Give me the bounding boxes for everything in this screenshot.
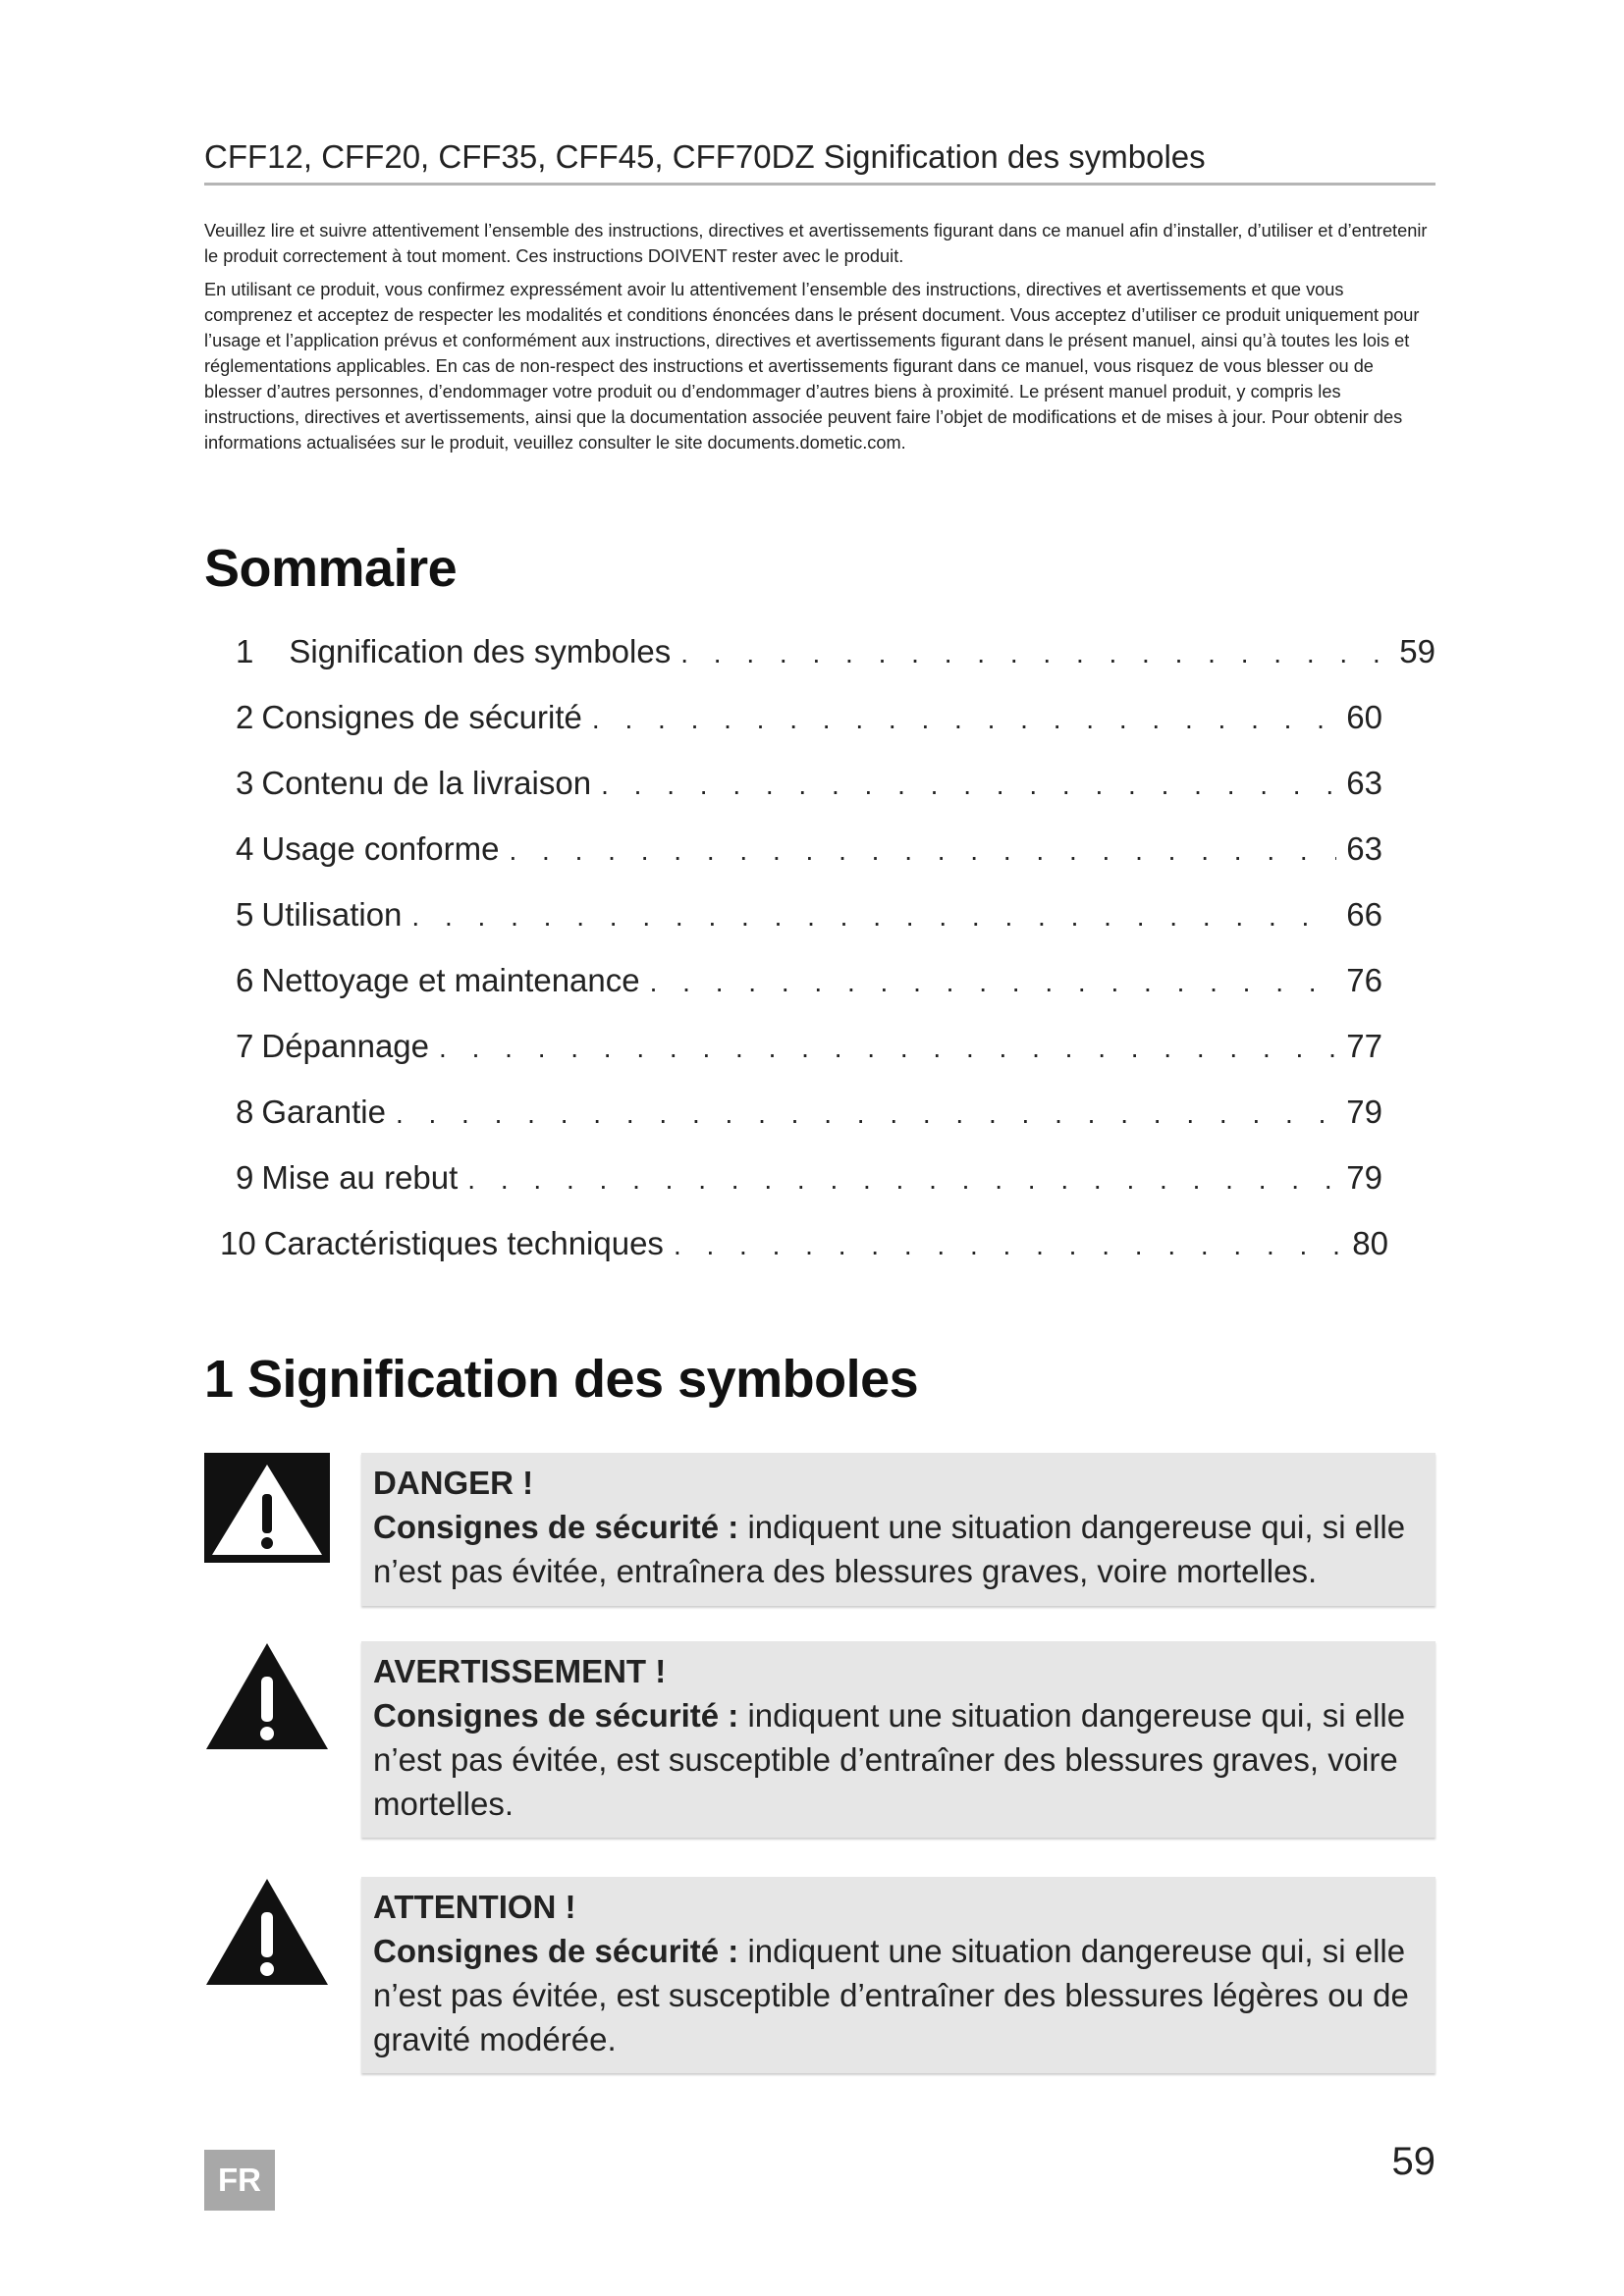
toc-entry[interactable] [236, 896, 1382, 935]
toc-entry-page: 66 [1346, 896, 1382, 933]
notice-text: indiquent une situation dangereuse qui, si elle n’est pas évitée, est susceptible d’entraîner des blessures légères ou de gravité modérée. [373, 1933, 1409, 2057]
toc-entry-page: 79 [1346, 1094, 1382, 1130]
signal-word: ATTENTION ! [373, 1889, 576, 1925]
toc-entry-number: 8 [236, 1094, 254, 1130]
toc-leader [396, 1098, 1336, 1130]
toc-leader [680, 638, 1389, 669]
danger-notice [204, 1453, 1435, 1606]
toc-entry-number: 1 [236, 633, 254, 669]
toc-entry-title: Usage conforme [261, 830, 500, 867]
notice-lead: Consignes de sécurité : [373, 1933, 748, 1969]
toc-entry[interactable] [236, 765, 1382, 804]
toc-entry-title: Consignes de sécurité [261, 699, 582, 735]
toc-entry-title: Contenu de la livraison [261, 765, 592, 801]
toc-entry-title: Dépannage [261, 1028, 430, 1064]
intro-paragraph-2: En utilisant ce produit, vous confirmez expressément avoir lu attentivement l’ensemble des instructions, directives et avertissements et que vous comprenez et acceptez de respecter les modalités et conditions énoncées dans le présent document. Vous acceptez d’utiliser ce produit uniquement pour l’usage et l’application prévus et conformément aux instructions, directives et avertissements figurant dans le présent manuel, ainsi qu’à toutes les lois et réglementations applicables. En cas de non-respect des instructions et avertissements figurant dans ce manuel, vous risquez de vous blesser ou de blesser d’autres personnes, d’endommager votre produit ou d’endommager d’autres biens à proximité. Le présent manuel produit, y compris les instructions, directives et avertissements, ainsi que la documentation associée peuvent faire l’objet de modifications et de mises à jour. Pour obtenir des informations actualisées sur le produit, veuillez consulter le site documents.dometic.com. [204, 280, 1420, 453]
toc-entry-number: 3 [236, 765, 254, 801]
toc-entry[interactable] [236, 962, 1382, 1001]
toc-entry-page: 63 [1346, 765, 1382, 801]
notice-lead: Consignes de sécurité : [373, 1697, 748, 1734]
page-number: 59 [1391, 2140, 1435, 2183]
toc-entry-page: 63 [1346, 830, 1382, 867]
warning-triangle-icon [204, 1877, 330, 1989]
toc-entry-page: 77 [1346, 1028, 1382, 1064]
signal-word: AVERTISSEMENT ! [373, 1653, 667, 1689]
toc-leader [509, 835, 1336, 867]
warning-triangle-boxed-icon [204, 1453, 330, 1565]
toc-entry-title: Utilisation [261, 896, 403, 933]
toc-leader [674, 1230, 1342, 1261]
toc-entry[interactable] [236, 699, 1382, 738]
toc-leader [601, 770, 1336, 801]
toc-entry-page: 80 [1352, 1225, 1388, 1261]
notice-panel [361, 1641, 1435, 1838]
toc-entry-title: Caractéristiques techniques [263, 1225, 664, 1261]
warning-notice [204, 1641, 1435, 1838]
language-badge: FR [204, 2150, 275, 2211]
toc-entry[interactable] [236, 1094, 1382, 1133]
notice-text: indiquent une situation dangereuse qui, si elle n’est pas évitée, est susceptible d’entraîner des blessures graves, voire mortelles. [373, 1697, 1406, 1822]
toc-leader [439, 1033, 1336, 1064]
warning-triangle-icon [204, 1641, 330, 1753]
toc-entry-number: 2 [236, 699, 254, 735]
toc-entry-title: Nettoyage et maintenance [261, 962, 640, 998]
toc-entry-number: 10 [220, 1225, 256, 1261]
toc-leader [650, 967, 1337, 998]
toc-entry-title: Garantie [261, 1094, 386, 1130]
toc-heading: Sommaire [204, 539, 458, 598]
notice-panel [361, 1453, 1435, 1606]
toc-entry-number: 5 [236, 896, 254, 933]
toc-leader [592, 704, 1336, 735]
notice-panel [361, 1877, 1435, 2073]
running-header: CFF12, CFF20, CFF35, CFF45, CFF70DZ Signification des symboles [204, 135, 1435, 186]
toc-entry-page: 59 [1399, 633, 1435, 669]
toc-entry-number: 6 [236, 962, 254, 998]
signal-word: DANGER ! [373, 1465, 534, 1501]
toc-entry-page: 60 [1346, 699, 1382, 735]
toc-entry[interactable] [220, 1225, 1388, 1264]
toc-entry-number: 9 [236, 1159, 254, 1196]
notice-lead: Consignes de sécurité : [373, 1509, 748, 1545]
toc-entry-number: 4 [236, 830, 254, 867]
toc-entry[interactable] [236, 830, 1382, 870]
intro-paragraph-1: Veuillez lire et suivre attentivement l’ensemble des instructions, directives et avertissements figurant dans ce manuel afin d’installer, d’utiliser et d’entretenir le produit correctement à tout moment. Ces instructions DOIVENT rester avec le produit. [204, 221, 1428, 266]
notice-text: indiquent une situation dangereuse qui, si elle n’est pas évitée, entraînera des blessures graves, voire mortelles. [373, 1509, 1406, 1589]
toc-entry-page: 79 [1346, 1159, 1382, 1196]
toc-entry-title: Mise au rebut [261, 1159, 459, 1196]
toc-entry[interactable] [236, 633, 1435, 672]
section-heading: 1 Signification des symboles [204, 1350, 919, 1409]
toc-leader [411, 901, 1336, 933]
toc-entry[interactable] [236, 1028, 1382, 1067]
toc-entry-number: 7 [236, 1028, 254, 1064]
toc-leader [467, 1164, 1336, 1196]
toc-entry[interactable] [236, 1159, 1382, 1199]
toc-entry-title: Signification des symboles [289, 633, 672, 669]
toc-entry-page: 76 [1346, 962, 1382, 998]
caution-notice [204, 1877, 1435, 2073]
intro-text [204, 218, 1435, 463]
